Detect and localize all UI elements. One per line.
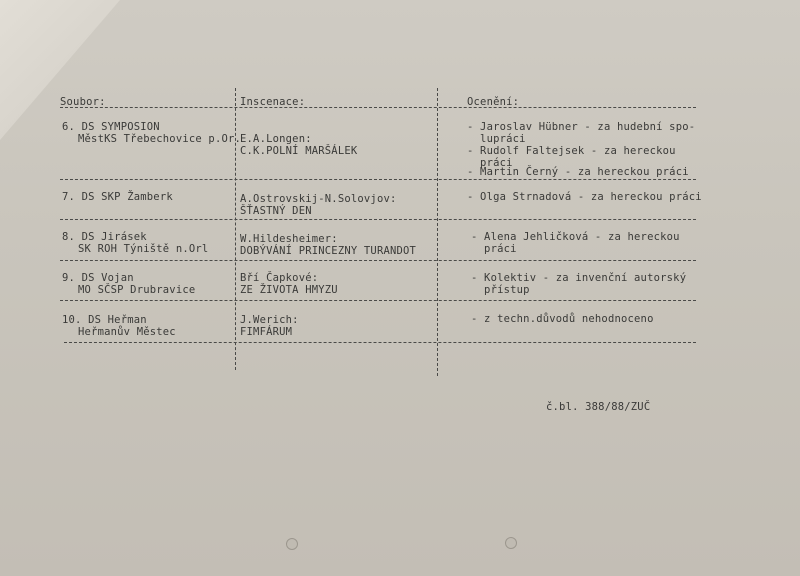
award-line: práci [471,243,517,255]
row-divider [60,260,696,261]
header-soubor: Soubor: [60,96,106,108]
ensemble-name: 8. DS Jirásek [62,231,147,243]
award-line: - Martin Černý - za hereckou práci [467,166,689,178]
ensemble-name: 9. DS Vojan [62,272,134,284]
row-divider [60,300,696,301]
ensemble-org: Heřmanův Městec [78,326,176,338]
play-author: A.Ostrovskij-N.Solovjov: [240,193,397,205]
award-line: lupráci [467,133,526,145]
document-reference: č.bl. 388/88/ZUČ [546,401,651,413]
award-line: - Jaroslav Hübner - za hudební spo- [467,121,696,133]
ensemble-org: MěstKS Třebechovice p.Or. [78,133,242,145]
ensemble-org: SK ROH Týniště n.Orl [78,243,209,255]
header-inscenace: Inscenace: [240,96,306,108]
punch-hole [286,538,298,550]
award-line: - Alena Jehličková - za hereckou [471,231,680,243]
play-author: W.Hildesheimer: [240,233,338,245]
play-title: ŠŤASTNÝ DEN [240,205,312,217]
award-line: - Rudolf Faltejsek - za hereckou [467,145,676,157]
ensemble-org: MO SČSP Drubravice [78,284,196,296]
play-title: FIMFÁRUM [240,326,293,338]
play-author: E.A.Longen: [240,133,312,145]
award-line: - z techn.důvodů nehodnoceno [471,313,654,325]
header-oceneni: Ocenění: [467,96,520,108]
play-title: C.K.POLNÍ MARŠÁLEK [240,145,358,157]
play-author: J.Werich: [240,314,299,326]
punch-hole [505,537,517,549]
award-line: - Kolektiv - za invenční autorský [471,272,687,284]
row-divider [60,219,696,220]
column-divider-1 [235,88,236,370]
play-title: ZE ŽIVOTA HMYZU [240,284,338,296]
column-divider-2 [437,88,438,376]
award-line: přístup [471,284,530,296]
ensemble-name: 10. DS Heřman [62,314,147,326]
ensemble-name: 6. DS SYMPOSION [62,121,160,133]
header-divider [60,107,696,108]
award-line: - Olga Strnadová - za hereckou práci [467,191,702,203]
row-divider [64,342,696,343]
row-divider [60,179,696,180]
ensemble-name: 7. DS SKP Žamberk [62,191,173,203]
play-title: DOBÝVÁNÍ PRINCEZNY TURANDOT [240,245,417,257]
award-line: práci [467,157,513,169]
play-author: Bří Čapkové: [240,272,319,284]
